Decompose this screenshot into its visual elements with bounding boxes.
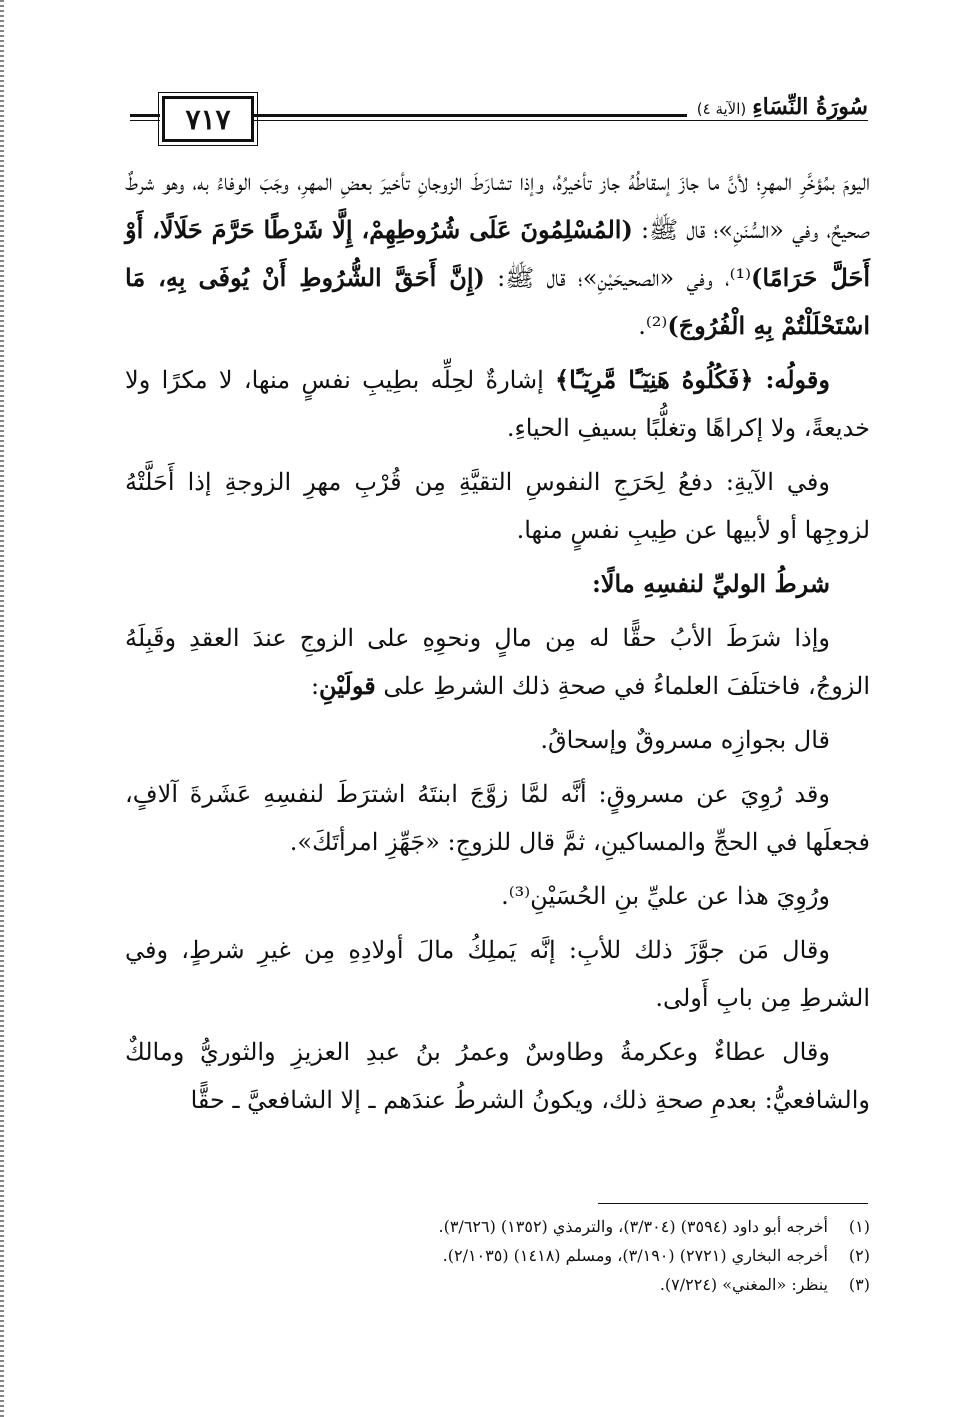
hadith-quote: (إِنَّ أَحَقَّ الشُّرُوطِ أَنْ يُوفَى بِهِ، مَا اسْتَحْلَلْتُمْ بِهِ الْفُرُوجَ) <box>125 263 870 340</box>
running-title <box>687 94 868 120</box>
paragraph-text: ⁽²⁾. <box>638 312 668 340</box>
header-rule-left <box>130 114 160 117</box>
footnote <box>125 1270 870 1299</box>
header-rule-thin <box>250 120 868 121</box>
paragraph: وقال عطاءٌ وعكرمةُ وطاوسٌ وعمرُ بنُ عبدِ العزيزِ والثوريُّ ومالكٌ والشافعيُّ: بعدمِ صحةِ ذلك، ويكونُ الشرطُ عندَهم ـ إلا الشافعيَّ ـ حقًّا <box>125 1038 870 1114</box>
paragraph-text: اليومَ بمُؤخَّرِ المهرِ؛ لأنَّ ما جازَ إسقاطُهُ جاز تأخيرُهُ، وإذا تشارَطَ الزوجانِ تأخيرَ بعضِ المهرِ، وجَبَ الوفاءُ به، وهو شرطٌ صحيحٌ، وفي «السُّنَنِ»؛ قال ﷺ: <box>125 168 871 244</box>
paragraph: قال بجوازِه مسروقٌ وإسحاقُ. <box>540 726 830 754</box>
paragraph <box>125 356 870 452</box>
paragraph: وقد رُوِيَ عن مسروقٍ: أنَّه لمَّا زوَّجَ ابنتَهُ اشترَطَ لنفسِهِ عَشَرةَ آلافٍ، فجعلَها في الحجِّ والمساكينِ، ثمَّ قال للزوجِ: «جَهِّزِ امرأتَكَ». <box>125 780 870 856</box>
footnote-text: أخرجه أبو داود (٣٥٩٤) (٣/٣٠٤)، والترمذي (١٣٥٢) (٣/٦٢٦). <box>438 1217 828 1236</box>
section-heading: شرطُ الوليِّ لنفسِهِ مالًا: <box>592 569 830 598</box>
verse-quote: وقولُه: ﴿فَكُلُوهُ هَنِيٓـًٔا مَّرِيٓـًٔا﴾ <box>555 365 830 394</box>
paragraph-text: : <box>310 672 320 700</box>
paragraph <box>125 614 870 710</box>
header-rule-left-thin <box>130 120 160 121</box>
paragraph-text: ⁽¹⁾، وفي «الصحيحَيْنِ»؛ قال ﷺ: <box>484 264 752 292</box>
page-number-box <box>162 96 254 142</box>
paragraph: وفي الآيةِ: دفعُ لِحَرَجِ النفوسِ التقيَّةِ مِن قُرْبِ مهرِ الزوجةِ إذا أَحَلَّتْهُ لزوجِها أو لأبيها عن طِيبِ نفسٍ منها. <box>125 468 870 544</box>
emphasis: قولَيْنِ <box>319 671 376 700</box>
paragraph-text: وإذا شرَطَ الأبُ حقًّا له مِن مالٍ ونحوِهِ على الزوجِ عندَ العقدِ وقَبِلَهُ الزوجُ، فاختلَفَ العلماءُ في صحةِ ذلك الشرطِ على <box>125 624 870 700</box>
footnote-number: (٣) <box>848 1275 870 1294</box>
page-header <box>130 96 868 140</box>
footnote <box>125 1241 870 1270</box>
verse-reference: (الآية ٤) <box>696 100 747 118</box>
footnote-text: ينظر: «المغني» (٧/٢٢٤). <box>659 1275 828 1294</box>
main-text <box>125 158 870 1130</box>
paragraph <box>125 158 870 350</box>
footnote-text: أخرجه البخاري (٢٧٢١) (٣/١٩٠)، ومسلم (١٤١٨) (٢/١٠٣٥). <box>442 1246 828 1265</box>
paragraph: وقال مَن جوَّزَ ذلك للأبِ: إنَّه يَملِكُ مالَ أولادِهِ مِن غيرِ شرطٍ، وفي الشرطِ مِن بابِ أَولى. <box>125 936 870 1012</box>
footnotes <box>125 1212 870 1299</box>
page-number: ٧١٧ <box>185 102 231 136</box>
scan-edge <box>0 0 4 1417</box>
paragraph: ورُوِيَ هذا عن عليِّ بنِ الحُسَيْنِ⁽³⁾. <box>501 882 830 910</box>
footnote-number: (٢) <box>848 1246 870 1265</box>
footnote-rule <box>598 1203 868 1204</box>
paragraph-text: إشارةٌ لحِلِّه بطِيبِ نفسٍ منها، لا مكرًا ولا خديعةً، ولا إكراهًا وتغلُّبًا بسيفِ الحياءِ. <box>125 366 870 442</box>
footnote <box>125 1212 870 1241</box>
hadith-quote: (المُسْلِمُونَ عَلَى شُرُوطِهِمْ، إِلَّا شَرْطًا حَرَّمَ حَلَالًا، أَوْ أَحَلَّ حَرَامًا) <box>125 215 870 292</box>
footnote-number: (١) <box>848 1217 870 1236</box>
surah-name: سُورَةُ النِّسَاءِ <box>752 94 868 120</box>
